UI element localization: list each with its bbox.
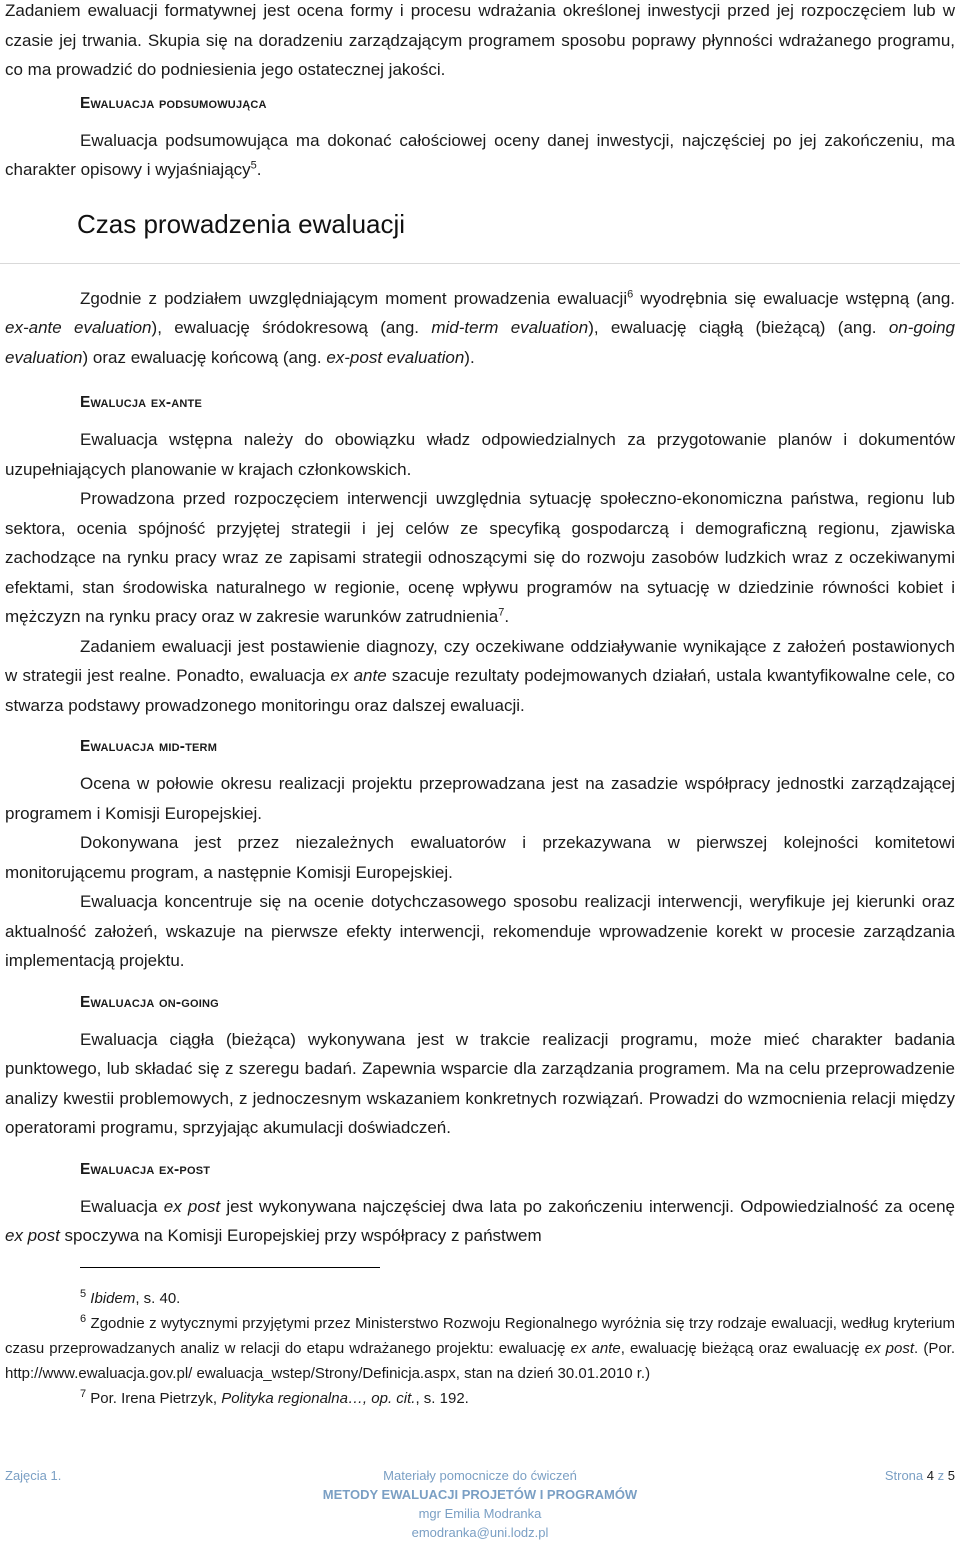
paragraph-time: [0, 284, 960, 373]
page-total: 5: [947, 1468, 955, 1483]
term-italic: ex ante: [330, 666, 387, 685]
section-title: Czas prowadzenia ewaluacji: [77, 208, 406, 239]
section-divider: [0, 263, 960, 264]
term-italic: mid-term evaluation: [431, 318, 589, 337]
paragraph-text: Zgodnie z podziałem uwzględniającym moment prowadzenia ewaluacji: [80, 288, 628, 308]
footnote-text: , s. 192.: [415, 1389, 469, 1407]
page-label: Strona: [884, 1468, 924, 1483]
term-italic: ex post: [163, 1196, 221, 1216]
page-current: 4: [926, 1468, 935, 1483]
term-italic: ex ante: [570, 1339, 621, 1357]
paragraph-text: Zadaniem ewaluacji jest postawienie diagnozy, czy oczekiwane oddziaływanie wynikające z założeń postawionych w strategii jest realne. Ponadto, ewaluacja: [5, 636, 955, 685]
footnote-text: Por. Irena Pietrzyk,: [86, 1389, 222, 1407]
paragraph-text: Prowadzona przed rozpoczęciem interwencji uwzględnia sytuację społeczno-ekonomiczna państwa, regionu lub sektora, ocenia spójność przyjętej strategii i jej celów ze specyfiką gospodarczą i demograficzną regionu, zjawiska zachodzące na rynku pracy wraz ze zapisami strategii odnoszącymi się do rozwoju zasobów ludzkich wraz z oczekiwanymi efektami, stan środowiska naturalnego w regionie, ocenę wpływu programów na sytuację w dziedzinie równości kobiet i mężczyzn na rynku pracy oraz w zakresie warunków zatrudnienia: [5, 489, 955, 626]
paragraph-exante-1: [0, 425, 960, 484]
footnote-6: [0, 1311, 960, 1386]
footer-center: [0, 1466, 960, 1542]
heading-summative: [0, 89, 960, 118]
heading-text: Ewaluacja podsumowująca: [80, 94, 267, 112]
paragraph-exante-3: [0, 632, 960, 721]
footnote-number: 6: [80, 1312, 87, 1325]
footnote-text: , s. 40.: [135, 1289, 181, 1307]
paragraph-text: ), ewaluację ciągłą (bieżącą) (ang.: [588, 318, 889, 337]
footer-materials: Materiały pomocnicze do ćwiczeń: [383, 1468, 577, 1483]
paragraph-expost: [0, 1192, 960, 1251]
footnote-ref[interactable]: 6: [627, 287, 634, 300]
paragraph-text: Zadaniem ewaluacji formatywnej jest ocena formy i procesu wdrażania określonej inwestycji przed jej rozpoczęciem lub w czasie jej trwania. Skupia się na doradzeniu zarządzającym programem sposobu poprawy płynności wdrażanego programu, co ma prowadzić do podniesienia jego ostatecznej jakości.: [5, 1, 955, 79]
paragraph-text: .: [256, 160, 262, 179]
heading-text: Ewaluacja mid-term: [80, 738, 218, 755]
paragraph-text: Ewaluacja wstępna należy do obowiązku władz odpowiedzialnych za przygotowanie planów i dokumentów uzupełniających planowanie w krajach członkowskich.: [5, 430, 955, 479]
paragraph-text: Ewaluacja koncentruje się na ocenie dotychczasowego sposobu realizacji interwencji, weryfikuje jej kierunki oraz aktualność założeń, wskazuje na pierwsze efekty interwencji, rekomenduje wprowadzenie korekt w procesie zarządzania implementacją projektu.: [5, 892, 955, 970]
paragraph-summative: [0, 126, 960, 185]
footer-author: mgr Emilia Modranka: [418, 1506, 542, 1521]
footnote-number: 5: [80, 1287, 87, 1300]
heading-text: Ewaluacja on-going: [80, 993, 219, 1011]
footnote-text: , ewaluację bieżącą oraz ewaluację: [620, 1339, 865, 1357]
term-italic: on-going evaluation: [5, 318, 956, 367]
footnote-text: Zgodnie z wytycznymi przyjętymi przez Ministerstwo Rozwoju Regionalnego wyróżnia się trzy rodzaje ewaluacji, według kryterium czasu przeprowadzanych analiz w relacji do etapu wdrażanego projektu: ewaluację: [5, 1314, 955, 1357]
heading-midterm: [0, 732, 960, 761]
paragraph-text: ).: [464, 347, 475, 367]
footnote-text[interactable]: . (Por. http://www.ewaluacja.gov.pl/ ewaluacja_wstep/Strony/Definicja.aspx, stan na dzień 30.01.2010 r.): [5, 1339, 955, 1382]
paragraph-text: Ocena w połowie okresu realizacji projektu przeprowadzana jest na zasadzie współpracy jednostki zarządzającej programem i Komisji Europejskiej.: [5, 774, 955, 823]
paragraph-text: .: [504, 607, 510, 626]
paragraph-text: Ewaluacja: [80, 1196, 164, 1216]
footnote-ref[interactable]: 5: [250, 159, 257, 172]
page-separator: z: [937, 1468, 945, 1483]
term-italic: ex-ante evaluation: [5, 318, 152, 337]
footer-class-label: Zajęcia 1.: [5, 1468, 62, 1483]
paragraph-text: Ewaluacja podsumowująca ma dokonać całościowej oceny danej inwestycji, najczęściej po jej zakończeniu, ma charakter opisowy i wyjaśniający: [5, 130, 955, 179]
paragraph-midterm-2: [0, 828, 960, 887]
heading-ongoing: [0, 988, 960, 1017]
term-italic: ex post: [864, 1339, 915, 1357]
paragraph-text: ) oraz ewaluację końcową (ang.: [82, 347, 327, 367]
paragraph-text: spoczywa na Komisji Europejskiej przy współpracy z państwem: [59, 1226, 542, 1245]
paragraph-text: Dokonywana jest przez niezależnych ewaluatorów i przekazywana w pierwszej kolejności komitetowi monitorującemu program, a następnie Komisji Europejskiej.: [5, 833, 955, 882]
term-italic: ex post: [5, 1226, 60, 1245]
paragraph-formative: [0, 0, 960, 85]
term-italic: Ibidem: [90, 1289, 136, 1307]
footer-course-title: METODY EWALUACJI PROJETÓW I PROGRAMÓW: [322, 1487, 638, 1502]
heading-exante: [0, 388, 960, 417]
paragraph-ongoing: [0, 1025, 960, 1143]
heading-expost: [0, 1155, 960, 1184]
heading-text: Ewaluacja ex-post: [80, 1160, 211, 1178]
paragraph-midterm-3: [0, 887, 960, 976]
paragraph-text: wyodrębnia się ewaluacje wstępną (ang.: [633, 288, 955, 308]
page-number: [885, 1466, 955, 1485]
term-italic: ex-post evaluation: [326, 347, 465, 367]
footnote-5: [0, 1286, 960, 1311]
footer-email[interactable]: emodranka@uni.lodz.pl: [411, 1525, 549, 1540]
footnote-ref[interactable]: 7: [498, 606, 505, 619]
paragraph-midterm-1: [0, 769, 960, 828]
paragraph-text: ), ewaluację śródokresową (ang.: [151, 318, 432, 337]
heading-text: Ewalucja ex-ante: [80, 394, 203, 411]
page-footer: [0, 1466, 960, 1541]
footnote-separator: [80, 1267, 380, 1268]
paragraph-exante-2: [0, 484, 960, 632]
paragraph-text: Ewaluacja ciągła (bieżąca) wykonywana jest w trakcie realizacji programu, może mieć charakter badania punktowego, lub składać się z szeregu badań. Zapewnia wsparcie dla zarządzania programem. Ma na celu przeprowadzenie analizy kwestii problemowych, z jednoczesnym wskazaniem konkretnych rozwiązań. Prowadzi do wzmocnienia relacji między operatorami programu, sprzyjając akumulacji doświadczeń.: [5, 1029, 955, 1137]
paragraph-text: jest wykonywana najczęściej dwa lata po zakończeniu interwencji. Odpowiedzialność za ocenę: [220, 1196, 955, 1216]
footnote-7: [0, 1386, 960, 1411]
paragraph-text: szacuje rezultaty podejmowanych działań, ustala kwantyfikowalne cele, co stwarza podstawy prowadzonego monitoringu oraz dalszej ewaluacji.: [5, 666, 955, 715]
footnote-number: 7: [80, 1387, 87, 1400]
term-italic: Polityka regionalna…, op. cit.: [221, 1389, 416, 1407]
